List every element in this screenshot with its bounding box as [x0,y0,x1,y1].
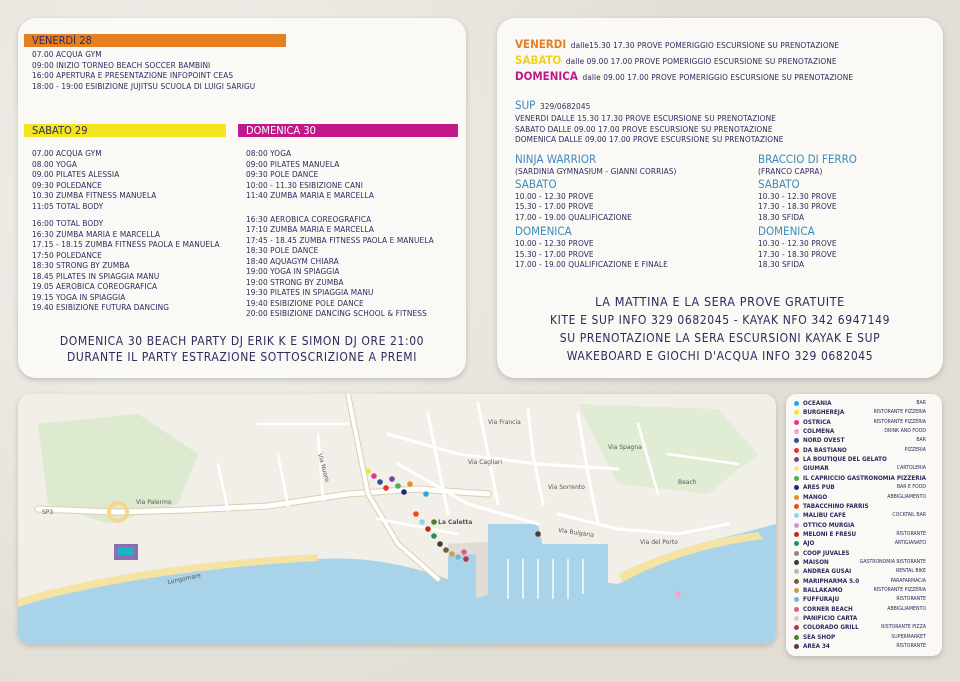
poi-dot-icon [794,438,799,443]
program-panel [18,18,466,378]
list-item: 19:00 STRONG BY ZUMBA [246,276,344,287]
friday-list [32,49,255,91]
list-item: 10.00 - 12.30 PROVE [515,190,594,201]
info-line-4: WAKEBOARD E GIOCHI D'ACQUA INFO 329 0682045 [566,349,874,363]
legend-name: OCEANIA [803,400,832,407]
sports-panel [497,18,943,378]
list-item: 16:00 TOTAL BODY [32,218,104,228]
svg-text:Beach: Beach [678,479,697,486]
legend-name: FUFFURAJU [803,596,840,604]
ninja-section [515,152,676,270]
list-item: 19:30 PILATES IN SPIAGGIA MANU [246,287,374,297]
list-item: 18.30 SFIDA [758,211,805,222]
legend-category: BAR E FOOD [896,484,926,491]
poi-dot-icon [794,541,799,546]
svg-text:SP3: SP3 [42,509,54,516]
poi-dot-icon [794,616,799,621]
legend-item [794,586,926,595]
poi-dot-icon [794,420,799,425]
legend-category: PARAFARMACIA [890,577,926,584]
legend-item [794,605,926,614]
list-item: 19.40 ESIBIZIONE FUTURA DANCING [32,302,170,312]
braccio-section [758,152,857,270]
list-item: 19.15 YOGA IN SPIAGGIA [32,291,126,302]
poi-dot-icon [794,560,799,565]
list-item: 10:00 - 11.30 ESIBIZIONE CANI [246,179,363,190]
map-panel[interactable] [18,394,776,644]
legend-item [794,474,926,483]
info-line-3: SU PRENOTAZIONE LA SERA ESCURSIONI KAYAK E SUP [559,331,881,345]
list-item: 17.30 - 18.30 PROVE [758,201,837,211]
list-item: 10.00 - 12.30 PROVE [515,238,594,248]
excursion-text: dalle15.30 17.30 PROVE POMERIGGIO ESCURSIONE SU PRENOTAZIONE [570,40,840,50]
legend-name: CORNER BEACH [803,605,853,613]
list-item: 17.00 - 19.00 QUALIFICAZIONE [515,211,632,222]
legend-name: PANIFICIO CARTA [803,615,858,623]
poi-dot-icon [794,457,799,462]
legend-item [794,623,926,632]
legend-item [794,408,926,417]
list-item: 15.30 - 17.00 PROVE [515,248,594,259]
legend-name: MAISON [803,558,829,566]
legend-item [794,567,926,576]
legend-category: COCKTAIL BAR [892,512,926,519]
svg-text:Via Bulgaria: Via Bulgaria [557,527,595,540]
poi-dot-icon [794,532,799,537]
poi-dot-icon [794,635,799,640]
legend-name: SEA SHOP [803,633,836,641]
legend-item [794,493,926,502]
list-item: 17.00 - 19.00 QUALIFICAZIONE E FINALE [515,259,668,269]
legend-category: RISTORANTE [896,643,926,650]
list-item: 18:00 - 19:00 ESIBIZIONE JUJITSU SCUOLA DI LUIGI SARIGU [32,80,256,91]
legend-category: RISTORANTE [896,530,926,537]
list-item: 16:00 APERTURA E PRESENTAZIONE INFOPOINT CEAS [32,70,234,80]
svg-text:Via del Porto: Via del Porto [640,539,678,546]
legend-item [794,418,926,427]
svg-text:Via Palermo: Via Palermo [136,499,172,506]
poi-dot-icon [794,644,799,649]
legend-category: RISTORANTE PIZZERIA [873,587,926,593]
legend-item [794,633,926,642]
list-item: SABATO DALLE 09.00 17.00 PROVE ESCURSIONE SU PRENOTAZIONE [515,123,773,134]
list-item: 18.30 SFIDA [758,259,805,269]
list-item: 09:30 POLE DANCE [246,169,319,179]
list-item: 20:00 ESIBIZIONE DANCING SCHOOL & FITNESS [246,308,427,318]
svg-text:Via Cagliari: Via Cagliari [468,459,503,466]
saturday-list [32,148,220,313]
ninja-title: NINJA WARRIOR [515,152,597,166]
list-item: 07.00 ACQUA GYM [32,49,102,59]
ninja-sub: (SARDINIA GYMNASIUM - GIANNI CORRIAS) [515,166,677,176]
list-item: 17:45 - 18.45 ZUMBA FITNESS PAOLA E MANUELA [246,234,434,245]
sup-title: SUP [515,98,536,112]
braccio-sun-title: DOMENICA [758,224,815,238]
excursion-row-2 [515,65,853,84]
poi-dot-icon [794,504,799,509]
legend-item [794,511,926,520]
list-item: 09.00 PILATES ALESSIA [32,169,120,179]
legend-item [794,464,926,473]
excursion-day: DOMENICA [515,69,578,83]
legend-category: PIZZERIA [904,446,926,453]
list-item: 07.00 ACQUA GYM [32,148,102,158]
list-item: 08.00 YOGA [32,158,78,169]
sunday-header: DOMENICA 30 [238,124,458,137]
legend-category: BAR [916,437,926,444]
list-item: 18:30 STRONG BY ZUMBA [32,260,130,270]
ninja-sat-title: SABATO [515,176,557,191]
poi-dot-icon [794,569,799,574]
poi-dot-icon [794,625,799,630]
list-item: 11:40 ZUMBA MARIA E MARCELLA [246,190,374,200]
legend-item [794,502,926,511]
list-item: 19:40 ESIBIZIONE POLE DANCE [246,297,364,308]
list-item: DOMENICA DALLE 09.00 17.00 PROVE ESCURSIONE SU PRENOTAZIONE [515,134,784,144]
poi-dot-icon [794,588,799,593]
svg-text:Lungomare: Lungomare [166,572,202,586]
legend-item [794,558,926,567]
braccio-sat-title: SABATO [758,176,800,191]
poi-dot-icon [794,513,799,518]
legend-name: LA BOUTIQUE DEL GELATO [803,456,887,464]
list-item: 18:30 POLE DANCE [246,245,319,255]
friday-header: VENERDÌ 28 [24,34,286,47]
legend-name: DA BASTIANO [803,446,847,454]
poi-dot-icon [794,401,799,406]
list-item: 09:00 PILATES MANUELA [246,158,340,169]
legend-name: MANGO [803,493,828,501]
poi-dot-icon [794,495,799,500]
legend-category: ABBIGLIAMENTO [887,493,926,500]
poi-dot-icon [794,523,799,528]
list-item: 10.30 - 12.30 PROVE [758,238,837,248]
list-item: 17.30 - 18.30 PROVE [758,248,837,259]
info-line-1: LA MATTINA E LA SERA PROVE GRATUITE [595,294,845,309]
sup-section [515,94,784,145]
excursion-day: VENERDI [515,37,567,51]
legend-panel [786,394,942,656]
legend-item [794,483,926,492]
legend-name: COLORADO GRILL [803,624,859,632]
poi-dot-icon [794,485,799,490]
list-item: 18.45 PILATES IN SPIAGGIA MANU [32,270,160,281]
legend-name: IL CAPRICCIO GASTRONOMIA PIZZERIA [803,474,927,482]
legend-category: RISTORANTE PIZZERIA [873,409,926,416]
poi-dot-icon [794,597,799,602]
legend-category: RENTAL BIKE [896,568,926,575]
legend-category: CARTOLERIA [896,465,926,472]
list-item: 08:00 YOGA [246,148,292,158]
legend-item [794,539,926,548]
poi-dot-icon [794,579,799,584]
list-item: 19:00 YOGA IN SPIAGGIA [246,266,340,276]
excursion-text: dalle 09.00 17.00 PROVE POMERIGGIO ESCURSIONE SU PRENOTAZIONE [565,56,837,66]
legend-name: BALLAKAMO [803,587,843,594]
poi-dot-icon [794,476,799,481]
svg-text:Via Sorrento: Via Sorrento [548,484,585,491]
svg-text:Via Nuoro: Via Nuoro [316,452,331,483]
excursion-day: SABATO [515,53,562,67]
legend-item [794,577,926,586]
legend-name: OTTICO MURGIA [803,521,855,529]
list-item: 17.15 - 18.15 ZUMBA FITNESS PAOLA E MANUELA [32,239,220,249]
saturday-header: SABATO 29 [24,124,226,137]
list-item: 10.30 - 12.30 PROVE [758,190,837,201]
party-line-1: DOMENICA 30 BEACH PARTY DJ ERIK K E SIMON DJ ORE 21:00 [59,334,425,348]
legend-item [794,446,926,455]
svg-text:Via Spagna: Via Spagna [608,444,642,451]
sup-phone: 329/0682045 [539,101,591,111]
list-item: 10.30 ZUMBA FITNESS MANUELA [32,190,157,200]
legend-list [786,399,942,654]
legend-name: MELONI E FRESU [803,530,857,538]
legend-name: ARES PUB [803,484,835,492]
list-item: 09:30 POLEDANCE [32,179,102,190]
list-item: 19.05 AEROBICA COREOGRAFICA [32,281,158,291]
legend-name: ANDREA GUSAI [803,568,852,576]
legend-category: ABBIGLIAMENTO [887,605,926,612]
list-item: 18:40 AQUAGYM CHIARA [246,255,339,266]
svg-text:Via Francia: Via Francia [488,419,521,426]
legend-category: GASTRONOMIA RISTORANTE [859,558,926,565]
sunday-list [246,148,434,319]
poi-dot-icon [794,607,799,612]
list-item: 15.30 - 17.00 PROVE [515,201,594,211]
town-map[interactable] [18,394,776,644]
legend-item [794,549,926,558]
list-item: 09:00 INIZIO TORNEO BEACH SOCCER BAMBINI [32,59,211,70]
legend-category: ARTIGIANATO [894,540,926,547]
legend-name: OSTRICA [803,418,831,426]
poi-dot-icon [794,429,799,434]
legend-name: COLMENA [803,428,835,436]
legend-name: COOP JUVALES [803,549,850,557]
legend-name: AJO [803,540,815,548]
poi-dot-icon [794,410,799,415]
svg-text:La Caletta: La Caletta [438,519,473,526]
info-line-2: KITE E SUP INFO 329 0682045 - KAYAK NFO 342 6947149 [549,313,891,327]
legend-name: NORD OVEST [803,437,845,445]
legend-name: MALIBU CAFE [803,512,846,520]
ninja-sun-title: DOMENICA [515,224,572,238]
legend-name: GIUMAR [803,465,829,473]
list-item: 17:10 ZUMBA MARIA E MARCELLA [246,224,374,234]
legend-item [794,455,926,464]
braccio-sub: (FRANCO CAPRA) [758,166,823,176]
legend-name: MARIPHARMA 5.0 [803,577,860,585]
legend-item [794,530,926,539]
legend-item [794,521,926,530]
legend-item [794,595,926,604]
poi-dot-icon [794,448,799,453]
legend-item [794,614,926,623]
legend-item [794,436,926,445]
legend-item [794,642,926,651]
legend-category: RISTORANTE PIZZERIA [873,418,926,425]
legend-name: TABACCHINO FARRIS [803,502,869,510]
legend-category: SUPERMARKET [891,633,926,640]
legend-category: RISTORANTE [896,596,926,603]
list-item: 11:05 TOTAL BODY [32,200,104,211]
legend-category: BAR [916,400,926,406]
legend-category: DRINK AND FOOD [884,428,926,435]
legend-category: RISTORANTE PIZZA [881,624,926,631]
list-item: VENERDI DALLE 15.30 17.30 PROVE ESCURSIONE SU PRENOTAZIONE [515,113,776,123]
legend-name: BURGHEREJA [803,409,845,417]
legend-name: AREA 34 [803,643,830,651]
list-item [246,201,434,214]
party-line-2: DURANTE IL PARTY ESTRAZIONE SOTTOSCRIZIONE A PREMI [66,350,417,364]
excursion-text: dalle 09.00 17.00 PROVE POMERIGGIO ESCURSIONE SU PRENOTAZIONE [582,72,854,82]
list-item: 17:50 POLEDANCE [32,249,102,260]
poi-dot-icon [794,551,799,556]
list-item: 16:30 ZUMBA MARIA E MARCELLA [32,228,160,239]
list-item: 16:30 AEROBICA COREOGRAFICA [246,213,372,224]
legend-item [794,427,926,436]
list-item [32,211,220,218]
legend-item [794,399,926,408]
poi-dot-icon [794,466,799,471]
braccio-title: BRACCIO DI FERRO [758,152,857,166]
